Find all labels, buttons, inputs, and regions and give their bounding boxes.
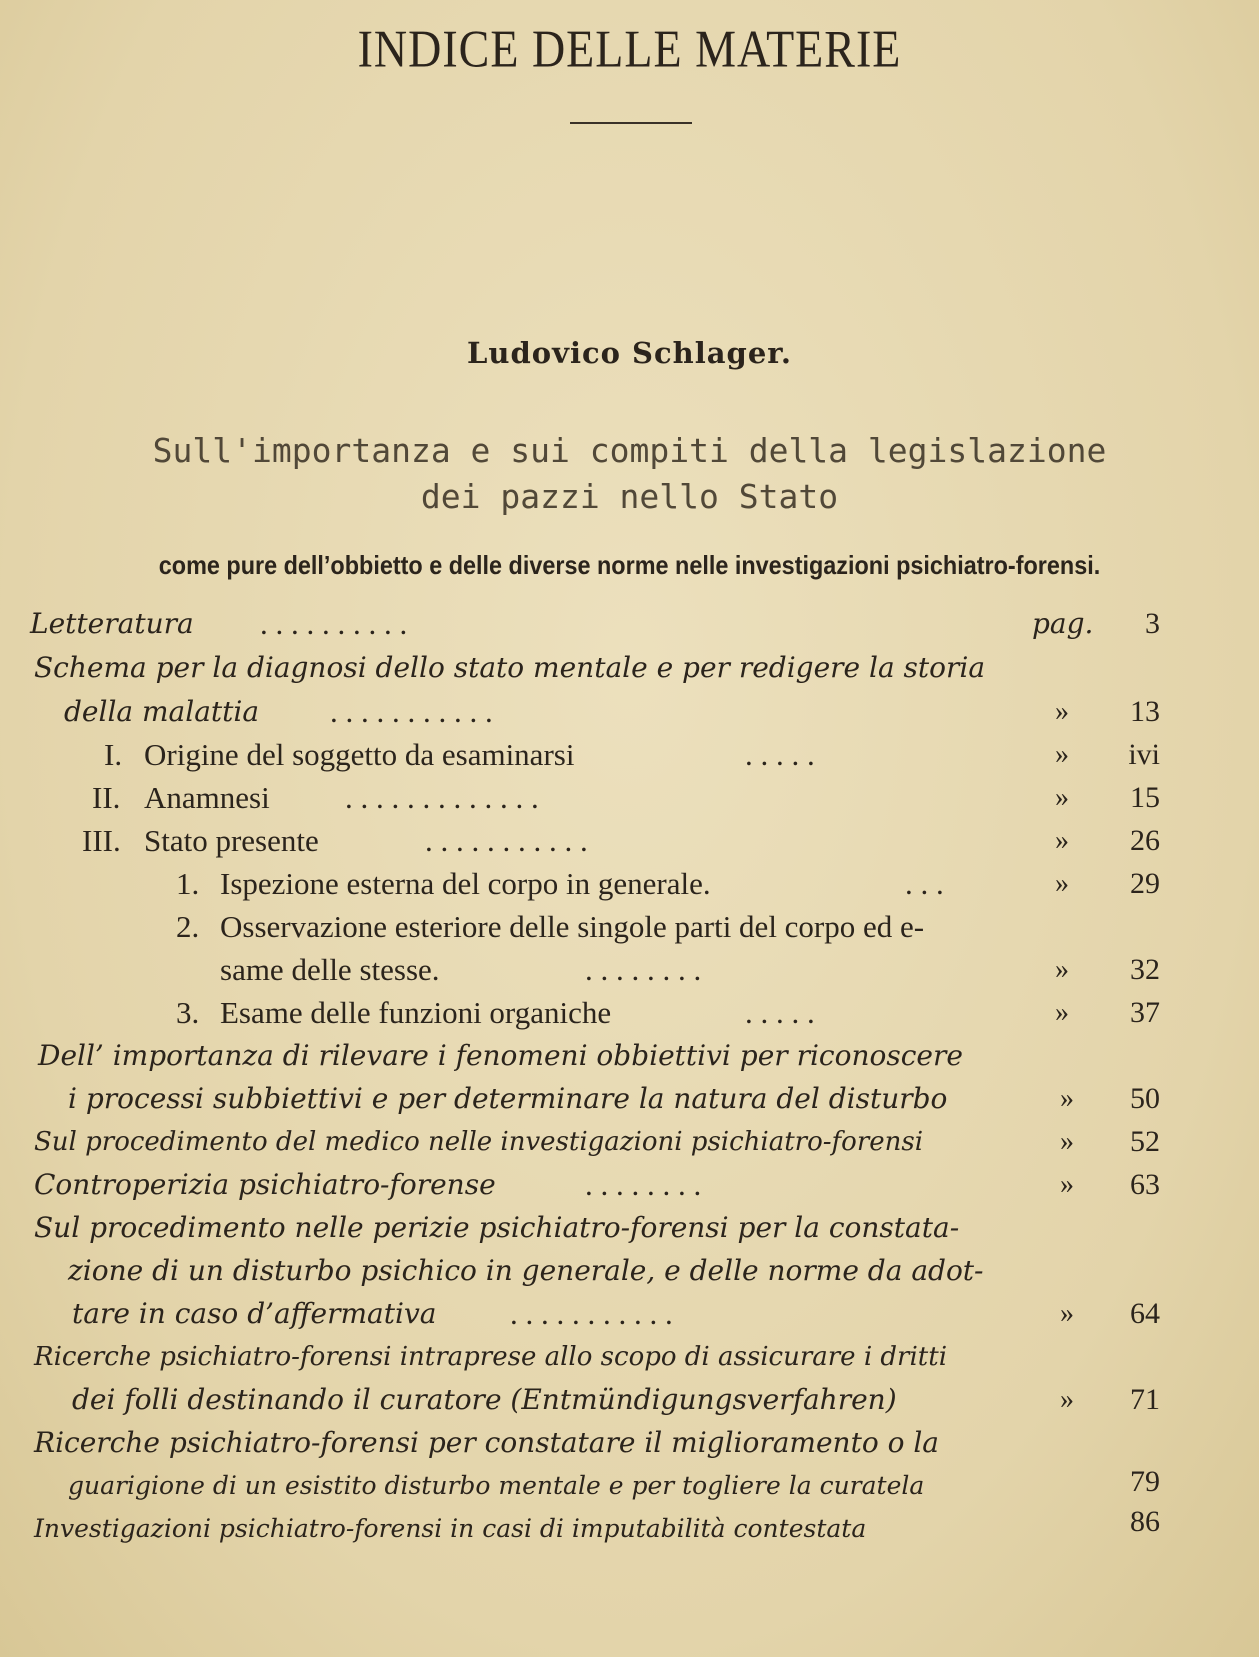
toc-ditto-mark: »: [1055, 954, 1069, 985]
toc-leader-dots: . . . . . . . . . . .: [425, 823, 588, 858]
toc-entry-number: 3.: [176, 995, 200, 1030]
author-name: Ludovico Schlager.: [467, 336, 792, 370]
toc-entry-page: 3: [1145, 607, 1160, 640]
toc-entry-number: 1.: [176, 866, 200, 901]
toc-ditto-mark: »: [1055, 739, 1069, 770]
toc-entry-page: 26: [1130, 824, 1160, 857]
toc-entry-page: 15: [1130, 781, 1160, 814]
toc-ditto-mark: »: [1055, 868, 1069, 899]
toc-ditto-mark: »: [1055, 696, 1069, 727]
toc-entry-text: Origine del soggetto da esaminarsi: [144, 737, 575, 772]
toc-ditto-mark: »: [1055, 782, 1069, 813]
toc-entry-text: guarigione di un esistito disturbo mentale e per togliere la curatela: [68, 1471, 925, 1500]
toc-entry-text: Letteratura: [30, 607, 194, 640]
toc-entry-text: della malattia: [64, 695, 260, 728]
toc-ditto-mark: »: [1060, 1169, 1074, 1200]
toc-entry-text: Esame delle funzioni organiche: [220, 995, 612, 1030]
toc-entry-text: i processi subbiettivi e per determinare la natura del disturbo: [68, 1082, 948, 1115]
toc-entry-page: ivi: [1128, 738, 1160, 771]
toc-entry-number: I.: [104, 737, 123, 772]
toc-leader-dots: . . . . .: [745, 737, 815, 772]
toc-ditto-mark: »: [1060, 1384, 1074, 1415]
toc-entry-page: 79: [1130, 1465, 1160, 1498]
toc-ditto-mark: »: [1060, 1298, 1074, 1329]
toc-leader-dots: . . . . . . . .: [585, 1167, 702, 1202]
toc-entry-text: zione di un disturbo psichico in generale, e delle norme da adot-: [68, 1254, 984, 1287]
toc-entry-page: 37: [1130, 996, 1160, 1029]
toc-leader-dots: . . .: [905, 866, 944, 901]
toc-leader-dots: . . . . . . . . . . .: [330, 694, 493, 729]
subtitle-line-1: Sull'importanza e sui compiti della legislazione: [152, 431, 1107, 470]
page-title: INDICE DELLE MATERIE: [357, 19, 902, 78]
toc-entry-text: Investigazioni psichiatro-forensi in casi di imputabilità contestata: [34, 1514, 867, 1543]
toc-ditto-mark: »: [1055, 825, 1069, 856]
toc-leader-dots: . . . . . . . . . . . . .: [345, 780, 539, 815]
toc-entry-number: 2.: [176, 909, 200, 944]
toc-ditto-mark: »: [1060, 1126, 1074, 1157]
toc-leader-dots: . . . . . . . .: [585, 952, 702, 987]
toc-entry-page: 52: [1130, 1125, 1160, 1158]
toc-entry-text: Controperizia psichiatro-forense: [34, 1168, 496, 1201]
toc-entry-page: 63: [1130, 1168, 1160, 1201]
toc-ditto-mark: »: [1055, 997, 1069, 1028]
toc-leader-dots: . . . . .: [745, 995, 815, 1030]
toc-entry-page-label: pag.: [1032, 607, 1094, 640]
toc-leader-dots: . . . . . . . . . . .: [510, 1296, 673, 1331]
subtitle-line-3: come pure dell’obbietto e delle diverse norme nelle investigazioni psichiatro-forensi.: [158, 550, 1101, 580]
toc-entry-page: 71: [1130, 1383, 1160, 1416]
toc-entry-text: Stato presente: [144, 823, 319, 858]
toc-ditto-mark: »: [1060, 1083, 1074, 1114]
toc-entry-text: Ispezione esterna del corpo in generale.: [220, 866, 711, 901]
toc-entry-page: 29: [1130, 867, 1160, 900]
toc-entry-text: Ricerche psichiatro-forensi intraprese allo scopo di assicurare i dritti: [34, 1342, 948, 1372]
toc-entry-text: tare in caso d’affermativa: [72, 1297, 437, 1330]
toc-entry-page: 13: [1130, 695, 1160, 728]
toc-entry-text: Anamnesi: [144, 780, 270, 815]
subtitle-line-2: dei pazzi nello Stato: [420, 477, 839, 516]
toc-entry-page: 64: [1130, 1297, 1160, 1330]
toc-entry-text: Osservazione esteriore delle singole parti del corpo ed e-: [220, 909, 925, 944]
toc-entry-page: 86: [1130, 1505, 1160, 1538]
toc-entry-text: Ricerche psichiatro-forensi per constatare il miglioramento o la: [34, 1426, 939, 1459]
toc-entry-number: II.: [92, 780, 121, 815]
toc-leader-dots: . . . . . . . . . .: [260, 606, 408, 641]
toc-entry-text: same delle stesse.: [220, 952, 440, 987]
toc-entry-text: Schema per la diagnosi dello stato mentale e per redigere la storia: [34, 651, 986, 684]
toc-entry-number: III.: [82, 823, 121, 858]
toc-entry-page: 50: [1130, 1082, 1160, 1115]
toc-entry-text: dei folli destinando il curatore (Entmündigungsverfahren): [72, 1383, 897, 1416]
toc-entry-page: 32: [1130, 953, 1160, 986]
toc-entry-text: Dell’ importanza di rilevare i fenomeni obbiettivi per riconoscere: [38, 1039, 963, 1072]
toc-entry-text: Sul procedimento del medico nelle investigazioni psichiatro-forensi: [34, 1127, 924, 1157]
toc-entry-text: Sul procedimento nelle perizie psichiatro-forensi per la constata-: [34, 1211, 960, 1244]
